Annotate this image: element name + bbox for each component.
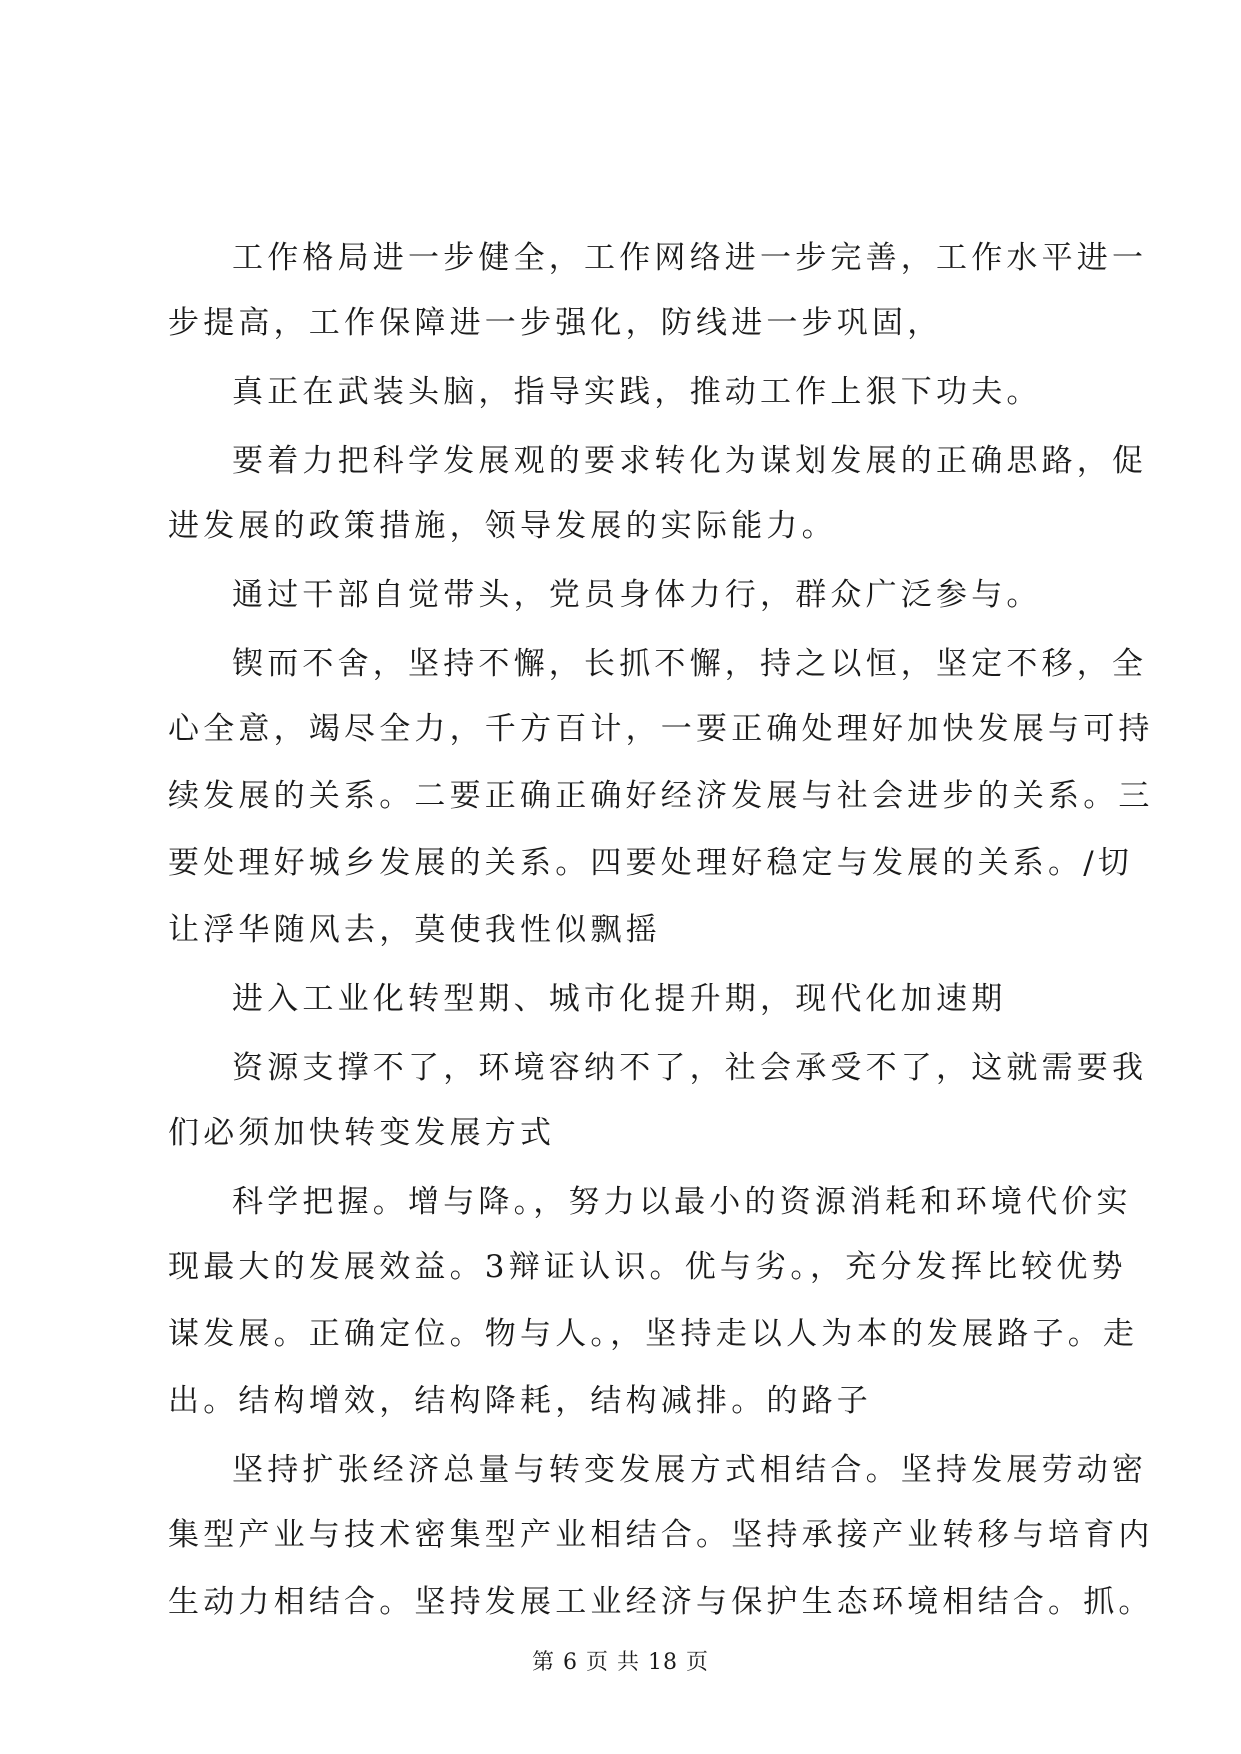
text-line: 们必须加快转变发展方式 [168, 1115, 556, 1151]
text-line: 资源支撑不了，环境容纳不了，社会承受不了，这就需要我 [232, 1050, 1148, 1086]
text-line: 生动力相结合。坚持发展工业经济与保护生态环境相结合。抓。 [168, 1584, 1154, 1620]
text-line: 锲而不舍，坚持不懈，长抓不懈，持之以恒，坚定不移，全 [232, 646, 1148, 682]
text-line: 通过干部自觉带头，党员身体力行，群众广泛参与。 [232, 577, 1042, 613]
text-line: 真正在武装头脑，指导实践，推动工作上狠下功夫。 [232, 374, 1042, 410]
text-line: 工作格局进一步健全，工作网络进一步完善，工作水平进一 [232, 240, 1148, 276]
text-line: 坚持扩张经济总量与转变发展方式相结合。坚持发展劳动密 [232, 1452, 1148, 1488]
text-line: 谋发展。正确定位。物与人。，坚持走以人为本的发展路子。走 [168, 1316, 1139, 1352]
text-line: 步提高，工作保障进一步强化，防线进一步巩固， [168, 305, 943, 341]
text-line: 进入工业化转型期、城市化提升期，现代化加速期 [232, 981, 1007, 1017]
text-line: 进发展的政策措施，领导发展的实际能力。 [168, 508, 837, 544]
text-line: 集型产业与技术密集型产业相结合。坚持承接产业转移与培育内 [168, 1517, 1154, 1553]
text-line: 现最大的发展效益。3辩证认识。优与劣。，充分发挥比较优势 [168, 1249, 1127, 1285]
text-line: 要着力把科学发展观的要求转化为谋划发展的正确思路，促 [232, 443, 1148, 479]
text-line: 科学把握。增与降。，努力以最小的资源消耗和环境代价实 [232, 1184, 1132, 1220]
text-line: 让浮华随风去，莫使我性似飘摇 [168, 912, 661, 948]
text-line: 心全意，竭尽全力，千方百计，一要正确处理好加快发展与可持 [168, 711, 1154, 747]
page-number: 第 6 页 共 18 页 [532, 1650, 709, 1675]
text-line: 要处理好城乡发展的关系。四要处理好稳定与发展的关系。/切 [168, 845, 1134, 881]
text-line: 出。结构增效，结构降耗，结构减排。的路子 [168, 1383, 872, 1419]
text-line: 续发展的关系。二要正确正确好经济发展与社会进步的关系。三 [168, 778, 1154, 814]
